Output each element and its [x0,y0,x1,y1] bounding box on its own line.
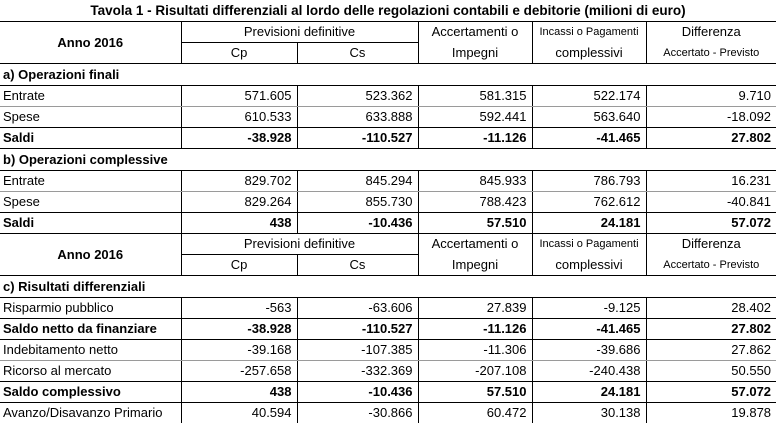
header-cs: Cs [297,43,418,64]
header-prev-def: Previsioni definitive [181,22,418,43]
header-inc-2b: complessivi [532,255,646,276]
cell-diff: 16.231 [646,171,776,192]
cell-inc: 30.138 [532,403,646,423]
cell-inc: -41.465 [532,128,646,149]
row-label: Risparmio pubblico [0,298,181,319]
cell-cs: 855.730 [297,192,418,213]
section-c-header [0,276,776,298]
header-cs-2: Cs [297,255,418,276]
cell-acc: -11.126 [418,128,532,149]
cell-inc: 24.181 [532,213,646,234]
cell-cs: -10.436 [297,213,418,234]
cell-acc: 57.510 [418,213,532,234]
table-row-total [0,213,776,234]
cell-acc: 60.472 [418,403,532,423]
cell-acc: -11.126 [418,319,532,340]
header-prev-def-2: Previsioni definitive [181,234,418,255]
row-label: Saldi [0,213,181,234]
header-acc-1b: Accertamenti o [418,234,532,255]
table-row [0,361,776,382]
cell-diff: 27.802 [646,319,776,340]
row-label: Entrate [0,86,181,107]
header-row-1 [0,22,776,43]
header-diff-1: Differenza [646,22,776,43]
cell-diff: 28.402 [646,298,776,319]
cell-cp: -257.658 [181,361,297,382]
cell-diff: 19.878 [646,403,776,423]
cell-inc: 786.793 [532,171,646,192]
header-year: Anno 2016 [0,22,181,64]
cell-inc: -41.465 [532,319,646,340]
header-cp-2: Cp [181,255,297,276]
cell-cs: -63.606 [297,298,418,319]
table-row [0,403,776,423]
table-row-total [0,319,776,340]
table-row [0,86,776,107]
cell-inc: 522.174 [532,86,646,107]
cell-cp: 829.702 [181,171,297,192]
section-a-header [0,64,776,86]
header-diff-1b: Differenza [646,234,776,255]
cell-diff: -18.092 [646,107,776,128]
cell-cp: -563 [181,298,297,319]
cell-cp: 571.605 [181,86,297,107]
cell-inc: 563.640 [532,107,646,128]
cell-cs: 845.294 [297,171,418,192]
cell-inc: -9.125 [532,298,646,319]
header-cp: Cp [181,43,297,64]
cell-cs: -10.436 [297,382,418,403]
cell-cp: -38.928 [181,128,297,149]
cell-diff: 9.710 [646,86,776,107]
header-inc-2: complessivi [532,43,646,64]
row-label: Saldo netto da finanziare [0,319,181,340]
cell-acc: -11.306 [418,340,532,361]
header-diff-2b: Accertato - Previsto [646,255,776,276]
cell-cp: 610.533 [181,107,297,128]
cell-cs: -30.866 [297,403,418,423]
section-a-title: a) Operazioni finali [0,64,776,86]
cell-inc: -240.438 [532,361,646,382]
cell-diff: 57.072 [646,213,776,234]
cell-cs: -107.385 [297,340,418,361]
cell-cs: 523.362 [297,86,418,107]
section-b-title: b) Operazioni complessive [0,149,776,171]
cell-cp: 438 [181,382,297,403]
cell-acc: 27.839 [418,298,532,319]
cell-cp: 829.264 [181,192,297,213]
cell-acc: 592.441 [418,107,532,128]
cell-inc: 762.612 [532,192,646,213]
header-acc-2b: Impegni [418,255,532,276]
cell-cs: -110.527 [297,128,418,149]
cell-inc: -39.686 [532,340,646,361]
header-diff-2: Accertato - Previsto [646,43,776,64]
cell-cs: 633.888 [297,107,418,128]
row-label: Saldo complessivo [0,382,181,403]
cell-diff: 27.802 [646,128,776,149]
table-row-total [0,382,776,403]
cell-acc: 57.510 [418,382,532,403]
cell-cp: 40.594 [181,403,297,423]
header-acc-2: Impegni [418,43,532,64]
cell-diff: 27.862 [646,340,776,361]
row-label: Ricorso al mercato [0,361,181,382]
cell-diff: -40.841 [646,192,776,213]
cell-acc: 845.933 [418,171,532,192]
table-title: Tavola 1 - Risultati differenziali al lordo delle regolazioni contabili e debitorie (milioni di euro) [0,0,776,22]
cell-acc: 581.315 [418,86,532,107]
cell-diff: 50.550 [646,361,776,382]
cell-acc: 788.423 [418,192,532,213]
cell-cp: -39.168 [181,340,297,361]
row-label: Entrate [0,171,181,192]
cell-cs: -110.527 [297,319,418,340]
header-inc-1b: Incassi o Pagamenti [532,234,646,255]
header-inc-1: Incassi o Pagamenti [532,22,646,43]
cell-acc: -207.108 [418,361,532,382]
header-acc-1: Accertamenti o [418,22,532,43]
section-b-header [0,149,776,171]
table-row-total [0,128,776,149]
cell-cp: 438 [181,213,297,234]
table-row [0,298,776,319]
header-row-3 [0,234,776,255]
cell-cs: -332.369 [297,361,418,382]
header-year-2: Anno 2016 [0,234,181,276]
row-label: Indebitamento netto [0,340,181,361]
cell-cp: -38.928 [181,319,297,340]
row-label: Avanzo/Disavanzo Primario [0,403,181,423]
row-label: Spese [0,192,181,213]
table-row [0,171,776,192]
cell-diff: 57.072 [646,382,776,403]
table-title-row [0,0,776,22]
row-label: Spese [0,107,181,128]
cell-inc: 24.181 [532,382,646,403]
table-row [0,192,776,213]
table-row [0,340,776,361]
table-row [0,107,776,128]
row-label: Saldi [0,128,181,149]
section-c-title: c) Risultati differenziali [0,276,776,298]
